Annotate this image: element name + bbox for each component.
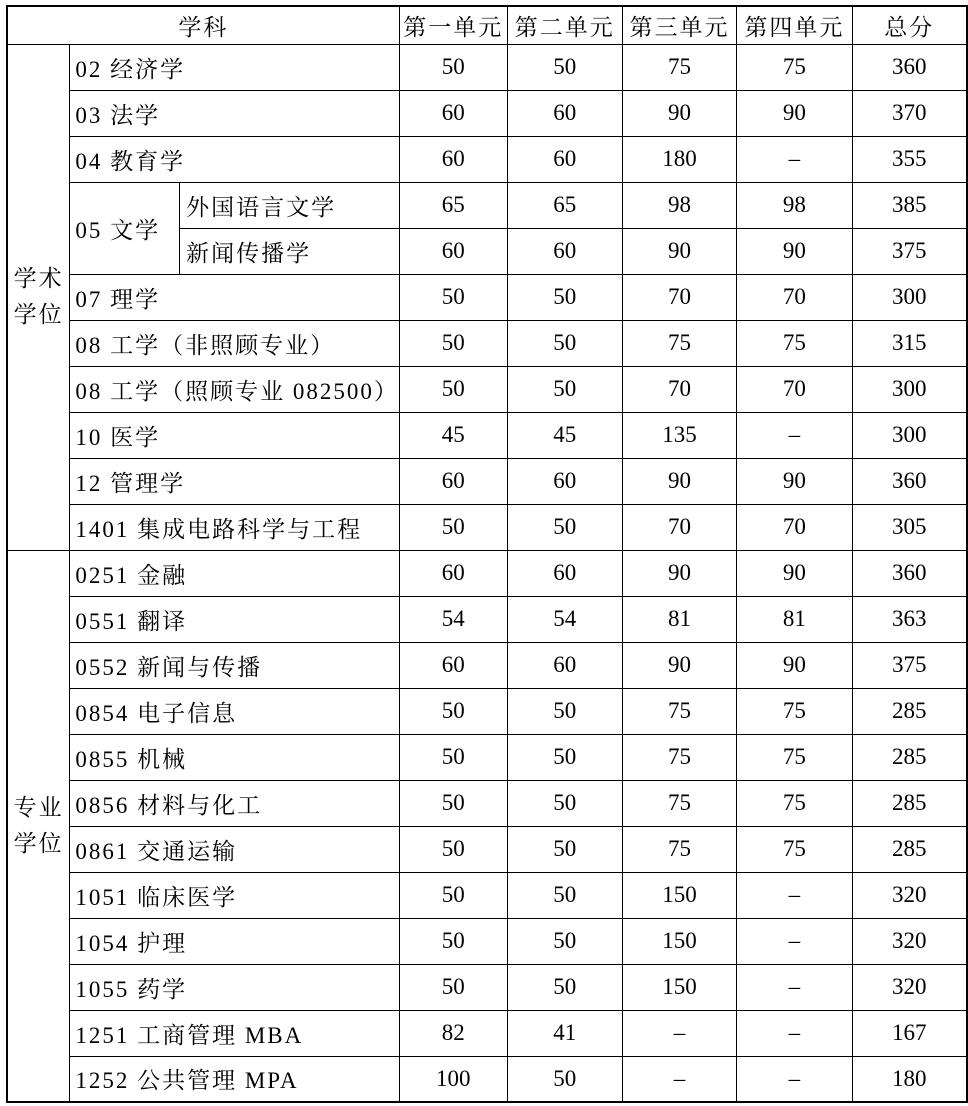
subject-cell: 02 经济学 (70, 44, 400, 90)
score-cell: 75 (622, 734, 736, 780)
header-unit-4: 第四单元 (737, 6, 852, 44)
score-cell: 90 (622, 90, 736, 136)
degree-group-cell (7, 44, 70, 550)
subject-cell: 08 工学（非照顾专业） (70, 320, 400, 366)
score-cell: 50 (399, 964, 507, 1010)
score-table-wrap (6, 5, 968, 1103)
score-cell: 50 (507, 918, 622, 964)
score-cell: 50 (507, 366, 622, 412)
table-row (7, 44, 967, 90)
score-cell: 75 (737, 780, 852, 826)
score-cell: 50 (399, 872, 507, 918)
score-cell: 75 (622, 688, 736, 734)
score-cell: 45 (399, 412, 507, 458)
score-cell: 75 (737, 688, 852, 734)
table-row (7, 366, 967, 412)
header-subject: 学科 (7, 6, 399, 44)
subject-cell: 10 医学 (70, 412, 400, 458)
score-cell: 75 (737, 734, 852, 780)
score-cell: 90 (737, 550, 852, 596)
header-total: 总分 (852, 6, 967, 44)
subject-cell: 1054 护理 (70, 918, 400, 964)
score-cell: 50 (399, 274, 507, 320)
sub-subject-cell: 外国语言文学 (180, 182, 400, 228)
subject-cell: 0854 电子信息 (70, 688, 400, 734)
total-score-cell: 385 (852, 182, 967, 228)
score-cell: 50 (507, 734, 622, 780)
table-row (7, 412, 967, 458)
score-cell: 180 (622, 136, 736, 182)
score-cell: 70 (622, 366, 736, 412)
table-row (7, 182, 967, 228)
total-score-cell: 320 (852, 964, 967, 1010)
total-score-cell: 360 (852, 44, 967, 90)
total-score-cell: 285 (852, 688, 967, 734)
score-cell: 150 (622, 918, 736, 964)
score-table-body (7, 44, 967, 1102)
score-cell: 90 (737, 458, 852, 504)
score-cell: 75 (737, 826, 852, 872)
score-cell: 75 (622, 44, 736, 90)
score-cell: 75 (737, 320, 852, 366)
score-cell: 60 (399, 136, 507, 182)
score-cell: 150 (622, 964, 736, 1010)
table-row (7, 136, 967, 182)
table-row (7, 826, 967, 872)
total-score-cell: 300 (852, 412, 967, 458)
score-cell: 90 (737, 90, 852, 136)
degree-group-label-line: 学位 (13, 302, 64, 327)
score-cell: 50 (507, 274, 622, 320)
table-row (7, 596, 967, 642)
score-cell: – (622, 1010, 736, 1056)
total-score-cell: 320 (852, 918, 967, 964)
score-cell: 90 (622, 642, 736, 688)
total-score-cell: 355 (852, 136, 967, 182)
score-cell: 65 (507, 182, 622, 228)
header-row (7, 6, 967, 44)
total-score-cell: 375 (852, 228, 967, 274)
total-score-cell: 375 (852, 642, 967, 688)
total-score-cell: 360 (852, 550, 967, 596)
score-cell: – (737, 918, 852, 964)
subject-cell: 0856 材料与化工 (70, 780, 400, 826)
score-cell: 50 (507, 688, 622, 734)
score-cell: 90 (622, 550, 736, 596)
score-cell: 50 (399, 320, 507, 366)
table-row (7, 458, 967, 504)
score-cell: – (622, 1056, 736, 1102)
score-cell: 75 (622, 320, 736, 366)
subject-cell: 1251 工商管理 MBA (70, 1010, 400, 1056)
score-cell: 41 (507, 1010, 622, 1056)
total-score-cell: 300 (852, 274, 967, 320)
total-score-cell: 363 (852, 596, 967, 642)
table-row (7, 642, 967, 688)
score-table (6, 5, 968, 1103)
subject-cell: 0855 机械 (70, 734, 400, 780)
score-cell: 65 (399, 182, 507, 228)
score-cell: 100 (399, 1056, 507, 1102)
header-unit-2: 第二单元 (507, 6, 622, 44)
score-cell: 70 (737, 366, 852, 412)
total-score-cell: 285 (852, 734, 967, 780)
header-unit-3: 第三单元 (622, 6, 736, 44)
table-row (7, 688, 967, 734)
total-score-cell: 320 (852, 872, 967, 918)
score-cell: 60 (507, 550, 622, 596)
subject-cell: 1401 集成电路科学与工程 (70, 504, 400, 550)
subject-cell: 1252 公共管理 MPA (70, 1056, 400, 1102)
score-cell: 60 (399, 90, 507, 136)
table-row (7, 918, 967, 964)
score-cell: 75 (622, 826, 736, 872)
score-cell: 81 (622, 596, 736, 642)
score-cell: 50 (399, 688, 507, 734)
table-row (7, 504, 967, 550)
score-cell: 60 (399, 642, 507, 688)
score-cell: 98 (622, 182, 736, 228)
score-cell: 70 (737, 274, 852, 320)
table-row (7, 274, 967, 320)
subject-cell: 07 理学 (70, 274, 400, 320)
score-cell: – (737, 412, 852, 458)
table-row (7, 90, 967, 136)
score-cell: 60 (507, 136, 622, 182)
score-cell: – (737, 1010, 852, 1056)
score-cell: 90 (737, 228, 852, 274)
table-row (7, 550, 967, 596)
score-cell: 50 (507, 320, 622, 366)
score-cell: 54 (399, 596, 507, 642)
score-cell: 45 (507, 412, 622, 458)
total-score-cell: 315 (852, 320, 967, 366)
table-row (7, 320, 967, 366)
score-cell: 90 (737, 642, 852, 688)
score-cell: 50 (399, 918, 507, 964)
degree-group-label-line: 学位 (13, 830, 64, 856)
total-score-cell: 285 (852, 826, 967, 872)
score-cell: 50 (507, 1056, 622, 1102)
score-cell: 60 (507, 228, 622, 274)
table-row (7, 1010, 967, 1056)
score-cell: 50 (507, 964, 622, 1010)
score-cell: 70 (622, 274, 736, 320)
degree-group-label-line: 专业 (13, 794, 64, 820)
score-cell: 60 (507, 642, 622, 688)
table-row (7, 1056, 967, 1102)
total-score-cell: 180 (852, 1056, 967, 1102)
total-score-cell: 285 (852, 780, 967, 826)
score-cell: – (737, 136, 852, 182)
header-unit-1: 第一单元 (399, 6, 507, 44)
score-table-head (7, 6, 967, 44)
degree-group-label-line: 学术 (13, 266, 64, 291)
score-cell: 135 (622, 412, 736, 458)
table-row (7, 780, 967, 826)
subject-cell: 12 管理学 (70, 458, 400, 504)
score-cell: – (737, 872, 852, 918)
score-cell: 54 (507, 596, 622, 642)
subject-cell: 1051 临床医学 (70, 872, 400, 918)
score-cell: 90 (622, 458, 736, 504)
score-cell: 75 (737, 44, 852, 90)
sub-subject-cell: 新闻传播学 (180, 228, 400, 274)
score-cell: 50 (399, 504, 507, 550)
subject-cell: 08 工学（照顾专业 082500） (70, 366, 400, 412)
score-cell: 50 (507, 826, 622, 872)
score-cell: 60 (399, 550, 507, 596)
table-row (7, 964, 967, 1010)
subject-cell: 03 法学 (70, 90, 400, 136)
score-cell: 60 (399, 228, 507, 274)
score-cell: 50 (399, 366, 507, 412)
total-score-cell: 305 (852, 504, 967, 550)
subject-cell: 0551 翻译 (70, 596, 400, 642)
score-cell: 150 (622, 872, 736, 918)
table-row (7, 734, 967, 780)
score-cell: 90 (622, 228, 736, 274)
subject-cell: 0251 金融 (70, 550, 400, 596)
subject-cell: 0552 新闻与传播 (70, 642, 400, 688)
score-cell: 50 (399, 826, 507, 872)
score-cell: 50 (507, 780, 622, 826)
score-cell: 81 (737, 596, 852, 642)
score-cell: – (737, 964, 852, 1010)
table-row (7, 872, 967, 918)
score-cell: 50 (507, 44, 622, 90)
subject-cell: 0861 交通运输 (70, 826, 400, 872)
score-cell: 60 (507, 90, 622, 136)
score-cell: 50 (399, 734, 507, 780)
total-score-cell: 300 (852, 366, 967, 412)
score-cell: 70 (737, 504, 852, 550)
total-score-cell: 370 (852, 90, 967, 136)
degree-group-cell (7, 550, 70, 1102)
total-score-cell: 167 (852, 1010, 967, 1056)
score-cell: 60 (399, 458, 507, 504)
score-cell: 82 (399, 1010, 507, 1056)
score-cell: 98 (737, 182, 852, 228)
subject-cell: 05 文学 (70, 182, 180, 274)
score-cell: 75 (622, 780, 736, 826)
score-cell: – (737, 1056, 852, 1102)
score-cell: 50 (399, 44, 507, 90)
score-cell: 60 (507, 458, 622, 504)
score-cell: 50 (399, 780, 507, 826)
subject-cell: 04 教育学 (70, 136, 400, 182)
score-cell: 50 (507, 872, 622, 918)
subject-cell: 1055 药学 (70, 964, 400, 1010)
total-score-cell: 360 (852, 458, 967, 504)
score-cell: 70 (622, 504, 736, 550)
score-cell: 50 (507, 504, 622, 550)
